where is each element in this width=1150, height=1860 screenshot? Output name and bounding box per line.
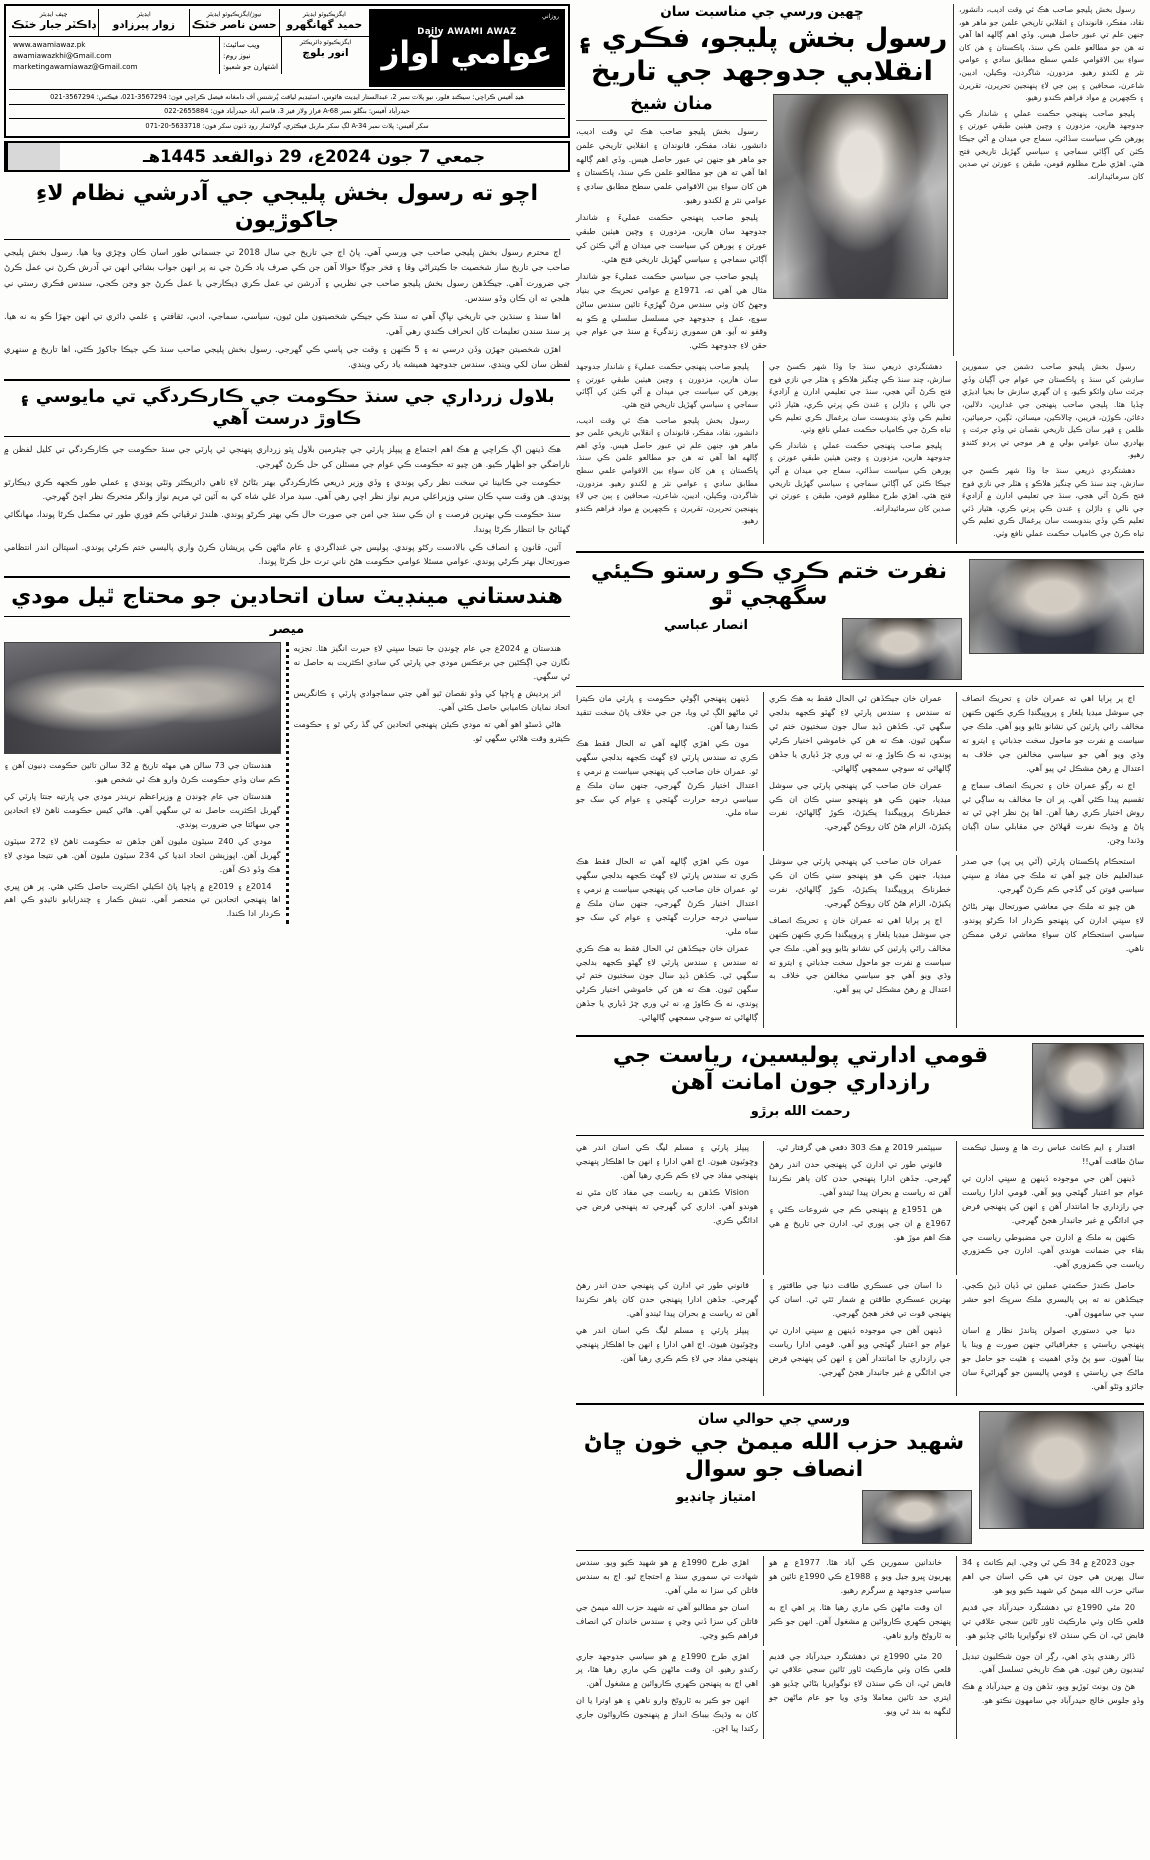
nafrat-body-columns [576, 692, 1144, 851]
shaheed-head-col [576, 1411, 979, 1544]
shaheed-photo-col [979, 1411, 1144, 1529]
paragraph: حاصل ڪندڙ حڪمتي عملين تي ڏيان ڏيڻ ڪجي. جيڪڏهن نه ته ٻي ٻاليسري ملڪ سرڀڪ اجو حشر سڀ جي سامهون آهي. [962, 1280, 1144, 1319]
story-modi [4, 576, 570, 924]
paragraph: رسول بخش پليجو صاحب هڪ ئي وقت اديب، دانشور، نقاد، مفڪر، قانوندان ۽ انقلابي تاريخي علمن جو ماهر هو، جنهن علم تي عبور حاصل هيس. وڏي اهم ڳالهه اها آهي ته هن جو مطالعو علمن ڪي سنڌ، پاڪستان ۽ هن کان سواءِ بين الاقوامي علمي سطح مطابق سادي ۽ عوامي نثر ۾ لکندو رهيو. مزدورن، شاگردن، وڪيلن، اديبن، شاعرن، صحافين ۽ ٻين جي لاءِ پنهنجين تحريرن، تقريرن ۽ ڪچهرين ۾ مواد فراهم ڪندو رهيو. [959, 5, 1144, 103]
paragraph: سيپٽمبر 2019 ۾ هڪ 303 دفعي هي گرفتار ٿي. [776, 1142, 942, 1153]
shaheed-col5 [769, 1650, 951, 1723]
nafrat-col2 [769, 692, 951, 837]
police-head-col [576, 1043, 1032, 1120]
paragraph: استحڪام پاڪستان پارٽي (آئي پي پي) جي صدر عبدالعليم خان چيو آهي ته ملڪ جي مفاد ۾ سڀني سياسي قوتن کي گڏجي ڪم ڪرڻ گهرجي. [962, 856, 1144, 894]
right-column [4, 4, 570, 930]
column-separator [763, 692, 764, 851]
nafrat-byline: انصار عباسي [663, 618, 749, 634]
shaheed-byline: امتياز چانڊيو [676, 1490, 756, 1506]
paragraph: ڪنهن به ملڪ ۾ ادارن جي مضبوطي رياست جي بقاء جي ضمانت هوندي آهي. ادارن جي ڪمزوري رياست جي ڪمزوري آهي. [962, 1231, 1144, 1270]
editorial-bilawal-body [4, 442, 570, 569]
lead-col-left-text [959, 4, 1144, 186]
staff-role: ايگزيڪيوٽو ڊائريڪٽر [299, 38, 352, 46]
photo-imtiaz-chandio [862, 1490, 972, 1544]
staff-cell-chief-editor [9, 9, 98, 36]
lead-head-row [576, 4, 1144, 356]
nafrat-col5 [769, 855, 951, 1000]
shaheed-author-name-wrap [576, 1490, 862, 1506]
paragraph: مون ڪي اهڙي ڳالهه آهي ته الحال فقط هڪ ڪري ته سندس پارٽي لاءِ گهٽ ڪجهه بدلجي سگهي ٿو. عمران خان صاحب کي پنهنجي سياست ۾ نرمي ۽ اعتدال اختيار ڪرڻ گهرجي، جنهن سان ملڪ ۾ سياسي درجه حرارت گهٽجي ۽ عوام کي سک جو ساه ملي. [576, 856, 758, 936]
paragraph: عمران خان جيڪڏهن ئي الحال فقط به هڪ ڪري ته سندس ۽ سندس پارٽي لاءِ گهٽو ڪجهه بدلجي سگهي ٿي. ڪڏهن ڏيڍ سال جون سختيون ختم ٿي سگهن ٿيون. هڪ ته هن کي خاموشي اختيار ڪرڻي پوندي، نه ڪ ڪاوڙ ۾، نه ئي وري چڙ ڏياري يا جڏهن ڳالهائي ته سوچي سمجهي ڳالهائي. [576, 942, 758, 1023]
police-col3 [576, 1141, 758, 1230]
story-modi-col-left [4, 642, 281, 924]
paragraph: هڻ ون يونٽ ٽوڙيو ويو، تڏهن ون ۾ حيدرآباد ۾ هڪ وڏو جلوس خالج حيدرآباد جي سامهون نڪتو هو. [962, 1681, 1144, 1706]
column-separator [763, 1279, 764, 1396]
police-col2 [769, 1141, 951, 1247]
police-col4 [962, 1279, 1144, 1396]
staff-name: ڊاڪٽر جبار خٽڪ [11, 19, 96, 32]
story-modi-col-left-body [4, 759, 281, 921]
main-left-column [576, 4, 1144, 1745]
editorial-bilawal-headline: بلاول زرداري جي سنڌ حڪومت جي ڪارڪردگي تي مايوسي ۽ ڪاوڙ درست آهي [19, 387, 555, 430]
shaheed-col4 [962, 1650, 1144, 1712]
paragraph: عمران خان صاحب کي پنهنجي پارٽي جي سوشل ميڊيا، جنهن ڪي هو پنهنجو سني ڪان ان ڪي خطرناڪ پروپيگنڊا پڪيڙڻ، ڪوڙ ڳالهائڻ، نفرت پکيڙڻ، الزام هڻڻ کان روڪڻ گهرجي. [769, 856, 951, 908]
paragraph: دهشتگردي ذريعي سنڌ جا وڏا شهر ڪسڻ جي سازش، چنڊ سنڌ ڪي چنگيز هلاڪو ۽ هٽلر جي نازي فوج فتح ڪرڻ آئي هجي، سنڌ جي تعليمي ادارن ۾ آزاديءَ جي نالي ۽ ڊاڙلن ۽ غندن ڪي پرتي ڪري، هٿيار ڏئي تعليم ڪي وڏي بندوبست سان يرغمال ڪري تعليم ڪي تباه ڪرڻ جي ڪامياب حڪمت عملي نافع وٺي. [962, 466, 1144, 538]
lead-sub-row [576, 94, 948, 356]
shaheed-head-row [576, 1411, 1144, 1544]
editorial-pleejo-headline: اچو ته رسول بخش پليجي جي آدرشي نظام لاءِ جاکوڙيون [35, 180, 538, 233]
staff-name: حميد گهانگهرو [286, 19, 363, 32]
lead-byline-col [576, 94, 773, 356]
column-separator [286, 642, 289, 924]
paragraph: مودي کي 240 سيٽون مليون آهن جڏهن ته حڪومت ٺاهڻ لاءِ 272 سيٽون گهربل آهن. اپوزيشن اتحاد انڊيا کي 234 سيٽون مليون آهن. هي نتيجا مودي لاءِ هڪ وڏو ڌڪ آهن. [4, 835, 281, 874]
paragraph: پيپلز پارٽي ۽ مسلم ليگ ڪي اسان اندر هي وڇوٽيون هيون. اڄ اهي ادارا ۽ انهن جا اهلڪار پنهنجي پنهنجي مفاد جي لاءِ ڪم ڪري رهيا آهن. [575, 1324, 758, 1363]
lead-col1 [959, 4, 1144, 183]
paragraph: هندستان جي 73 سالن هي مهڻه تاريخ ۾ 32 سالن تائين حڪومت ڊنيون آهن ۽ ڪم سان وڏي حڪومت ڪرڻ وارو هڪ ئي شخص هيو. [4, 760, 281, 785]
paragraph: سنڌ حڪومت ڪي بهترين فرصت ۽ ان ڪي سنڌ جي امن جي صورت حال ڪي بهتر ڪرڻو پوندي. هلندڙ ترقياتي ڪم فوري طور تي مڪمل ڪرڻا پوندا، مهانگائي گهٽائڻ جا انتظار ڪرڻا پوندا. [4, 509, 570, 534]
paragraph: 2014ع ۽ 2019ع ۾ ڀاڄپا پاڻ اڪيلي اڪثريت حاصل ڪئي هئي. پر هن ڀيري اها پنهنجي اتحادين تي منحصر آهي. نتيش ڪمار ۽ چندرابابو نائيڊو ڪي اهم ڪردار ادا ڪندا. [4, 880, 281, 919]
column-separator [956, 1556, 957, 1645]
nafrat-byline-row [576, 618, 962, 680]
paragraph: هندستان ۾ 2024ع جي عام چونڊن جا نتيجا سڀني لاءِ حيرت انگيز هئا. تجزيه نگارن جي اڳڪٿين جي برعڪس مودي جي پارٽي کي سادي اڪثريت به حاصل نه ٿي سگهي. [293, 643, 570, 682]
column-separator [956, 1650, 957, 1739]
shaheed-col6 [576, 1650, 758, 1739]
story-modi-columns [4, 642, 570, 924]
nafrat-photo-col [969, 559, 1144, 654]
photo-shaheed-hizbullah [979, 1411, 1144, 1529]
staff-role: ايڊيٽر [137, 11, 151, 18]
shaheed-col1 [962, 1556, 1144, 1645]
lead-col2 [576, 125, 767, 354]
editorial-pleejo-body [4, 245, 570, 372]
value-newsroom-email[interactable]: awamiawazkhi@Gmail.com [13, 50, 112, 60]
story-modi-col-right [294, 642, 571, 924]
shaheed-headline: شهيد حزب الله ميمڻ جي خون ڇاڻ انصاف جو سوال [583, 1430, 965, 1483]
paragraph: پليجو صاحب جي سياسي حڪمت عمليءَ جو شاندار مثال هي آهي ته، 1971ع ۾ عوامي تحريڪ جي بنياد وجهڻ کان وٺي سندس مرڻ گهڙيءَ تائين سندس ساڻن سوچ، عمل ۽ جدوجهد جي مسلسل سلسلي ۾ ڪو به وقفو نه آيو. هن سموري زندگيءَ ۾ سنڌ جي عوام جي حقن لاءِ جدوجهد ڪئي. [576, 270, 767, 351]
contact-values [9, 37, 219, 74]
staff-name: حسن ناصر خٽڪ [191, 19, 277, 32]
photo-modi [4, 642, 281, 754]
paragraph: ڏائر رهندي ٻڌي اهي، رڳر ان جون شڪليون تبديل ٿينديون رهن ٿيون. هي هڪ تاريخي تسلسل آهي. [962, 1650, 1144, 1675]
nafrat-author-photo-wrap [842, 618, 962, 680]
police-head-row [576, 1043, 1144, 1129]
label-newsroom: نيوز روم: [223, 50, 251, 60]
lead-col3a [962, 361, 1144, 543]
police-col1 [962, 1141, 1144, 1275]
nafrat-head-row [576, 559, 1144, 681]
column-separator [763, 1650, 764, 1739]
editorial-bilawal [4, 379, 570, 569]
photo-rehmatullah-barro [1032, 1043, 1144, 1129]
paragraph: Vision ڪڏهن به رياست جي مفاد کان مٿي نه هوندو آهي. اداري کي گهرجي ته پنهنجي فرض جي ادائگي ڪري. [576, 1186, 758, 1225]
paragraph: 20 مئي 1990ع تي دهشتگرد حيدرآباد جي قديم قلعي ڪان وٺي مارڪيٽ ٽاور ٿائين سجي علاقي تي قابض ٿي، ان ڪي سنڌن لاءِ نوگوايريا بڻائي چڏيو هو. [962, 1601, 1144, 1640]
police-body-columns-2 [576, 1279, 1144, 1396]
paragraph: اسان جو مطالبو آهي ته شهيد حزب الله ميمڻ جي قاتلن کي سزا ڏني وڃي ۽ سندس خاندان کي انصاف فراهم ڪيو وڃي. [576, 1601, 758, 1640]
lead-article [576, 4, 1144, 544]
column-separator [956, 1141, 957, 1275]
office-karachi: هيڊ آفيس ڪراچي: سيڪنڊ فلور، نيو پلاٽ نمبر 2، عبدالستار ايڊيٽ هائوس، اسٽيڊيم لياقت پُرشنس آف دامغانه فيصل ڪراچي فون: 3567294-021، فيڪس: 3567294-021 [9, 90, 565, 105]
paragraph: پيپلز پارٽي ۽ مسلم ليگ ڪي اسان اندر هي وڇوٽيون هيون. اڄ اهي ادارا ۽ انهن جا اهلڪار پنهنجي پنهنجي مفاد جي لاءِ ڪم ڪري رهيا آهن. [575, 1142, 758, 1180]
staff-cell-editor [98, 9, 188, 36]
column-separator [956, 855, 957, 1028]
lead-kicker: ڇهين ورسي جي مناسبت سان [660, 4, 864, 20]
police-body-columns [576, 1141, 1144, 1275]
paragraph: هڪ ڏينهن اڳ ڪراچي ۾ هڪ اهم اجتماع ۾ پيپلز پارٽي جي چيئرمين بلاول ڀٽو زرداري پنهنجي ئي پارٽي جي سنڌ حڪومت جي ڪارڪردگي تي کليل لفظن ۾ ناراضگي جو اظهار ڪيو. هن چيو ته حڪومت ڪي عوام جي مسئلن کي حل ڪرڻ گهرجي. [4, 444, 570, 469]
masthead-top [9, 9, 565, 87]
column-separator [763, 361, 764, 543]
paragraph: پليجو صاحب پنهنجي حڪمت عمليءَ ۽ شاندار جدوجهد سان هارين، مزدورن ۽ وچين هيٺين طبقي عورتن ۽ ٻورهن کي سياست جي ميدان ۾ آڻي ڪٺن کي آڳاٽي سماجي ۽ سياسي گهڙيل تاريخي فتح هئي. [576, 362, 758, 410]
column-separator [956, 1279, 957, 1396]
paragraph: اڄ پر ٻرايا اهي ته عمران خان ۽ تحريڪ انصاف جي سوشل ميڊيا يلغار ۽ پروپيگنڊا ڪري ڪنهن ڪنهن مخالف رائي پارٽين کي نشانو بڻايو ويو آهي. ملڪ جي سياست ۾ نفرت جو ماحول سخت جذباتي ۽ ايترو ته وڌي ويو آهي جو سياسي مخالفن جي خلاف به اعتدال ۾ رهڻ مشڪل ٿي پيو آهي. [769, 914, 951, 995]
shaheed-col3 [576, 1556, 758, 1645]
masthead-contact-block [9, 37, 369, 74]
paragraph: پليجو صاحب پنهنجي حڪمت عملي ۽ شاندار ڪي جدوجهد هارين، مزدورن ۽ وچين هيٺين طبقي عورتن ۽ ٻورهن ڪي سياست سڏائي، سماج جي ميدان ۾ آڻي جيڪا ڪٺن کي آڳاٽي سماجي ۽ سياسي گهڙيل تاريخي فتح هئي. اهڙي طرح مظلوم قومن، طبقن ۽ عورتن تي صدين کان سرمائيدارانه. [769, 440, 951, 513]
staff-cell-exec-editor [279, 9, 369, 36]
paragraph: رسول بخش پليجو صاحب دشمن جي سمورين سازشن کي سنڌ ۽ پاڪستان جي عوام جي آڳيان وڏي جرئت سان وائکو ڪيو، ۽ ان گهري سازش جا بخيا اڊيڙي چڏيا هئا. پليجي صاحب پنهنجن جي غدارين، دلالين، دغائن، ڪوڙن، فريبن، چالاڪين، ميسائن، ٺڳين، حرميائين، ظلمن ۽ قهر سان ڪيل تاريخي نقصان تي وڏي جرئت ۽ بهادري سان عوامي بولي ۾ هر موجي تي پردو کڻندو رهيو. [962, 362, 1144, 460]
photo-ansar-abbasi [842, 618, 962, 680]
photo-pleejo [773, 94, 948, 299]
paragraph: قانوني طور تي ادارن کي پنهنجي حدن اندر رهڻ گهرجي. جڏهن ادارا پنهنجي حدن کان ٻاهر نڪرندا آهن ته رياست ۾ بحران پيدا ٿيندو آهي. [576, 1280, 758, 1319]
paragraph: آئين، قانون ۽ انصاف ڪي بالادست رکڻو پوندي. پوليس جي غنڊاگردي ۽ عام ماڻهن ڪي پريشان ڪرڻ واري پاليسي ختم ڪرڻي پوندي. اسپتالن اندر انتظامي صورتحال بهتر ڪرڻي پوندي. عوامي مسئلا عوامي حڪومت هڻڻ ناني ترت حل ڪرڻا پوندا. [4, 541, 570, 567]
paragraph: اها سنڌ ۽ سنڌين جي تاريخي نڀاڳ آهي ته سنڌ ڪي جيڪي شخصيتون ملن ٿيون، سياسي، سماجي، ادبي، ثقافتي ۽ علمي ڊائري تي انهن جهڙا ڪو به نه هيا. پر سنڌ سندن تعليمات کان انحراف ڪندي رهي آهي. [4, 310, 570, 336]
paragraph: 20 مئي 1990ع تي دهشتگرد حيدرآباد جي قديم قلعي ڪان وٺي مارڪيٽ ٽاور ٿائين سجي علاقي تي قابض ٿي، ان ڪي سنڌن لاءِ نوگوايريا بڻائي چڏيو هو. ايتري حد تائين معاملا وڌي ويا جو عام ماڻهن جو لنگهه به بند ٿي ويو. [769, 1650, 951, 1717]
paragraph: اهڙي طرح 1990ع ۾ هو سياسي جدوجهد جاري رکندو رهيو. ان وقت ماڻهن ڪي ماري رهيا هئا، پر اهي اڄ به پنهنجن ڪهري ڪاروائين ۾ مشغول آهن. [576, 1650, 758, 1689]
paragraph: ان وقت ماڻهن ڪي ماري رهيا هئا. پر اهي اڄ به پنهنجن ڪهري ڪاروائين ۾ مشغول آهن. انهن جو ڪير به ٽاروڻخ وارو ناهي. [769, 1601, 951, 1640]
shaheed-body-columns [576, 1556, 1144, 1645]
nafrat-author-name-wrap [576, 618, 842, 634]
lead-lower-columns [576, 361, 1144, 543]
paragraph: دنيا جي دستوري اصولن پتاندڙ نظار ۾ اسان پنهنجي رياستي ۽ جغرافيائي جنهن صورت ۾ وينا يا بيٺا آهيون. سو پڻ وڏي اهميت ۽ هئيت جو حامل جو ماڻڪ جي رياستي ۽ قومي پاليسين جو گهرائيءَ سان جائزو وٺڻو آهي. [962, 1324, 1144, 1391]
police-col5 [769, 1279, 951, 1382]
article-nafrat [576, 559, 1144, 1029]
newspaper-logo [369, 9, 565, 87]
police-author-photo-wrap [1032, 1043, 1144, 1129]
staff-role: ايگزيڪيوٽو ايڊيٽر [302, 11, 346, 18]
column-separator [956, 361, 957, 543]
nafrat-body-columns-2 [576, 855, 1144, 1028]
logo-english-name: Daily AWAMI AWAZ [417, 27, 517, 37]
shaheed-kicker: ورسي جي حوالي سان [697, 1411, 850, 1428]
nafrat-col4 [962, 855, 1144, 958]
staff-row-top [9, 9, 369, 37]
contact-labels [219, 37, 281, 74]
nafrat-head-col [576, 559, 969, 681]
paragraph: حڪومت جي ڪابينا تي سخت نظر رکي پوندي ۽ وڏي وزير ذريعي ڪارڪردگي بهتر بڻائڻ لاءِ ٺاهي ڊائريڪٽر وٺڻي پوندي ۽ عملي طور ڪجهه ڪري ڊيڪارٿو پوندي. هن وقت سڀ ڪان سني وزيراعلي مريم نواز نظر اچي رهي آهي. سيد مراد علي شاه کي به آئين ٿي مريم نواز وانگر متحرڪ نظر اچڻ گهرجي. [4, 476, 570, 502]
column-separator [956, 692, 957, 851]
paragraph: اڄ پر ٻرايا اهي ته عمران خان ۽ تحريڪ انصاف جي سوشل ميڊيا يلغار ۽ پروپيگنڊا ڪري ڪنهن ڪنهن مخالف رائي پارٽين کي نشانو بڻايو ويو آهي. ملڪ جي سياست ۾ نفرت جو ماحول سخت جذباتي ۽ ايترو ته وڌي ويو آهي جو سياسي مخالفن جي خلاف به اعتدال ۾ رهڻ مشڪل ٿي پيو آهي. [962, 693, 1144, 773]
label-website: ويب سائيٽ: [223, 39, 260, 49]
paragraph: دهشتگردي ذريعي سنڌ جا وڏا شهر ڪسڻ جي سازش، چنڊ سنڌ ڪي چنگيز هلاڪو ۽ هٽلر جي نازي فوج فتح ڪرڻ آئي هجي، سنڌ جي تعليمي ادارن ۾ آزاديءَ جي نالي ۽ ڊاڙلن ۽ غندن ڪي پرتي ڪري، هٿيار ڏئي تعليم ڪي وڏي بندوبست سان يرغمال ڪري تعليم ڪي تباه ڪرڻ جي ڪامياب حڪمت عملي نافع وٺي. [769, 362, 951, 435]
label-ads: اشتهارن جو شعبو: [223, 62, 278, 72]
paragraph: اڄ محترم رسول بخش پليجي صاحب جي ورسي آهي. پاڻ اڄ جي تاريخ جي سال 2018 تي جسماني طور اسان ڪان وڇڙي ويا هيا. رسول بخش پليجي صاحب جي تاريخ ساز شخصيت جا ڪيتراڻي وقا ۽ فخر جوڳا حوالا آهن جن ڪي صرف ياد ڪرڻ جي نه پر انهن جواب بشائي انهن تي آدرش ڪرڻ ني عمل ڪرڻ جي ضرورت آهي. جيڪڏهن رسول بخش پليجو صاحب جي نظريي ۽ آدرشن تي عمل ڪري ڊيڪارجي يا عمل ڪرڻ جو وجن ڪجي، سندس فڪري رستي ني هلجي ته ان ڪان وڏو سندس. [4, 247, 570, 303]
paragraph: دا اسان جي عسڪري طاقت دنيا جي طاقتور ۽ بهترين عسڪري طاقتن ۾ شمار ٿئي ٿي. اسان کي پنهنجي قوت تي فخر هجڻ گهرجي. [769, 1280, 951, 1319]
photo-imran-khan [969, 559, 1144, 654]
editorial-pleejo [4, 181, 570, 373]
paragraph: هن چيو ته ملڪ جي معاشي صورتحال بهتر بڻائڻ لاءِ سڀني ادارن کي پنهنجو ڪردار ادا ڪرڻو پوندو. سياسي استحڪام کان سواءِ معاشي ترقي ممڪن ناهي. [962, 900, 1144, 953]
paragraph: ڏينهن آهن جي موجوده ڏينهن ۾ سڀني ادارن تي عوام جو اعتبار گهٽجي ويو آهي. قومي ادارا رياست جي رازداري جا امانتدار آهن ۽ انهن کي پنهنجي فرض جي ادائگي ۾ غير جانبدار هجڻ گهرجي. [769, 1324, 951, 1377]
lead-head-and-photo [576, 4, 948, 356]
staff-cell-news-editor [189, 9, 279, 36]
paragraph: هاڻي ڏسڻو اهو آهي ته مودي ڪيئن پنهنجي اتحادين کي گڏ رکي ٿو ۽ حڪومت ڪيترو وقت هلائي سگهي ٿو. [293, 718, 570, 743]
paragraph: هن 1951ع ۾ پنهنجي ڪم جي شروعات ڪئي ۽ 1967ع ۾ ان جي پوري ٿي. ادارن جي تاريخ ۾ هي هڪ اهم موڙ هو. [769, 1203, 951, 1242]
column-separator [763, 855, 764, 1028]
value-ads-email[interactable]: marketingawamiawaz@Gmail.com [13, 62, 138, 72]
logo-corner-text: روزاني [541, 13, 559, 20]
lead-col3c [576, 361, 758, 531]
police-col6 [576, 1279, 758, 1368]
date-text: جمعي 7 جون 2024ع، 29 ذوالقعد 1445هـ [142, 146, 486, 166]
nafrat-col1 [962, 692, 1144, 851]
article-shaheed [576, 1411, 1144, 1739]
paragraph: پليجو صاحب پنهنجي حڪمت عمليءَ ۽ شاندار جدوجهد سان هارين، مزدورن ۽ وچين هيٺين طبقي عورتن ۽ ٻورهن کي سياست جي ميدان ۾ آڻي ڪٺن کي آڳاٽي سماجي ۽ سياسي گهڙيل تاريخي فتح هئي. [576, 212, 767, 264]
column-separator [763, 1141, 764, 1275]
paragraph: اهڙي طرح 1990ع ۾ هو شهيد ڪيو ويو. سندس شهادت تي سموري سنڌ ۾ احتجاج ٿيو. اڄ به سندس قاتلن کي سزا نه ملي آهي. [576, 1557, 758, 1595]
lead-col3b [769, 361, 951, 518]
value-website[interactable]: www.awamiawaz.pk [13, 39, 86, 49]
article-police [576, 1043, 1144, 1396]
paragraph: ڏينهن آهن جي موجوده ڏينهن ۾ سڀني ادارن تي عوام جو اعتبار گهٽجي ويو آهي. قومي ادارا رياست جي رازداري جا امانتدار آهن ۽ انهن کي پنهنجي فرض جي ادائگي ۾ غير جانبدار هجڻ گهرجي. [962, 1172, 1144, 1225]
paragraph: مون ڪي اهڙي ڳالهه آهي ته الحال فقط هڪ ڪري ته سندس پارٽي لاءِ گهٽ ڪجهه بدلجي سگهي ٿو. عمران خان صاحب کي پنهنجي سياست ۾ نرمي ۽ اعتدال اختيار ڪرڻ گهرجي، جنهن سان ملڪ ۾ سياسي درجه حرارت گهٽجي ۽ عوام کي سک جو ساه ملي. [576, 737, 758, 818]
staff-role: نيوز/ايگزيڪيوٽو ايڊيٽر [206, 11, 262, 18]
nafrat-col6 [576, 855, 758, 1028]
nafrat-headline: نفرت ختم ڪري ڪو رستو ڪيئي سگهجي ٿو [590, 558, 948, 611]
staff-name: زوار پيرزادو [112, 19, 175, 32]
paragraph: انهن جو ڪير به ٽاروڻخ وارو ناهي ۽ هو اوترا يا ان کان به وڌيڪ بيباڪ انداز ۾ پنهنجون ڪاروائون جاري رکندا پيا اچن. [576, 1695, 758, 1734]
staff-name: انور بلوچ [302, 46, 349, 59]
column-separator [953, 4, 954, 356]
staff-cell-exec-director [281, 37, 369, 74]
paragraph: عمران خان صاحب کي پنهنجي پارٽي جي سوشل ميڊيا، جنهن ڪي هو پنهنجو سني ڪان ان ڪي خطرناڪ پروپيگنڊا پڪيڙڻ، ڪوڙ ڳالهائڻ، نفرت پکيڙڻ، الزام هڻڻ کان روڪڻ گهرجي. [769, 779, 951, 832]
paragraph: پليجو صاحب پنهنجي حڪمت عملي ۽ شاندار ڪي جدوجهد هارين، مزدورن ۽ وچين هيٺين طبقي عورتن ۽ ٻورهن ڪي سياست سڏائي، سماج جي ميدان ۾ آڻي جيڪا ڪٺن کي آڳاٽي سماجي ۽ سياسي گهڙيل تاريخي فتح هئي. اهڙي طرح مظلوم قومن، طبقن ۽ عورتن تي صدين کان سرمائيدارانه. [959, 108, 1144, 181]
story-modi-headline: هندستاني مينڊيٽ سان اتحادين جو محتاج ٿيل مودي [11, 584, 563, 610]
paragraph: هندستان جي عام چونڊن ۾ وزيراعظم نريندر مودي جي ڀارتيه جنتا پارٽي کي گهربل اڪثريت حاصل نه ٿي سگهي آهي. هاڻي کيس حڪومت ٺاهڻ لاءِ اتحادين جي سهائتا جي ضرورت پوندي. [4, 791, 281, 829]
nafrat-col3 [576, 692, 758, 823]
office-sukkur: سکر آفيس: پلاٽ نمبر A-34 لڳ سکر ماربل فيڪٽري، گولائمار روڊ ڏٺون سکر فون: 5633718-20-071 [145, 121, 429, 130]
lead-photo-wrap [773, 94, 948, 299]
lead-headline: رسول بخش پليجو، فڪري ۽ انقلابي جدوجهد جي تاريخ [576, 23, 948, 87]
masthead-offices [9, 89, 565, 133]
lead-byline: منان شيخ [630, 93, 713, 114]
logo-urdu-name: عوامي آواز [381, 35, 553, 71]
paragraph: رسول بخش پليجو صاحب هڪ ئي وقت اديب، دانشور، نقاد، مفڪر، قانوندان ۽ انقلابي تاريخي علمن جو ماهر هو، جنهن علم تي عبور حاصل هيس. وڏي اهم ڳالهه اها آهي ته هن جو مطالعو علمن ڪي سنڌ، پاڪستان ۽ هن کان سواءِ بين الاقوامي علمي سطح مطابق سادي ۽ عوامي نثر ۾ لکندو رهيو. مزدورن، شاگردن، وڪيلن، اديبن، شاعرن، صحافين ۽ ٻين جي لاءِ پنهنجين تحريرن، تقريرن ۽ ڪچهرين ۾ مواد فراهم ڪندو رهيو. [576, 415, 758, 526]
staff-role: چيف ايڊيٽر [39, 11, 68, 18]
shaheed-col2 [769, 1556, 951, 1645]
column-separator [763, 1556, 764, 1645]
date-bar [4, 141, 570, 172]
masthead [4, 4, 570, 138]
paragraph: ڏينهن پنهنجي اڳوڻي حڪومت ۽ پارٽي مان ڪيترا ئي ماڻهو الڳ ٿي ويا، جن جي خلاف پاڻ سخت تنقيد ڪندا رهيا آهن. [576, 693, 758, 732]
paragraph: عمران خان جيڪڏهن ئي الحال فقط به هڪ ڪري ته سندس ۽ سندس پارٽي لاءِ گهٽو ڪجهه بدلجي سگهي ٿي. ڪڏهن ڏيڍ سال جون سختيون ختم ٿي سگهن ٿيون. هڪ ته هن کي خاموشي اختيار ڪرڻي پوندي، نه ڪ ڪاوڙ ۾، نه ئي وري چڙ ڏياري يا جڏهن ڳالهائي ته سوچي سمجهي ڳالهائي. [769, 693, 951, 773]
paragraph: خاندانين سمورين ڪي آباد هئا. 1977ع ۾ هو پهريون ڀيرو جيل ويو ۽ 1988ع ڪي 1990ع تائين هو سياسي جدوجهد ۾ سرگرم رهيو. [769, 1557, 952, 1595]
paragraph: جون 2023ع ۾ 34 ڪي ٿي وڃي. ايم ڪانٽ ۽ 34 سال پهرين هي جون تي هي ڪي اسان جي اهم ساٿي حزب الله ميمڻ کي شهيد ڪيو ويو هو. [962, 1557, 1144, 1595]
paragraph: اڄ نه رڳو عمران خان ۽ تحريڪ انصاف سماج ۾ تقسيم پيدا ڪئي آهي. پر ان جا مخالف به ساڳي ئي روش اختيار ڪري رهيا آهن. اها پڻ نظر اچي ٿي ته پاڻ ۾ وڌيڪ نفرت ڦهلائڻ جي مقابلي سان اڳيان وڌندا وڃن. [962, 779, 1144, 846]
office-hyderabad: حيدرآباد آفيس: بنگلو نمبر A-68 فراز ولاز فيز 3، قاسم آباد حيدرآباد فون: 2655884-022 [9, 105, 565, 120]
paragraph: رسول بخش پليجو صاحب هڪ ئي وقت اديب، دانشور، نقاد، مفڪر، قانوندان ۽ انقلابي تاريخي علمن جو ماهر هو جنهن تي عبور حاصل هيس. وڏي اهم ڳالهه اها آهي ته هن جو مطالعو علمن ڪي سنڌ، پاڪستان ۽ هن کان سواءِ بين الاقوامي علمي سطح مطابق سادي ۽ عوامي نثر ۾ لکندو رهيو. [576, 125, 767, 206]
paragraph: اقتدار ۽ ايم ڪانٽ عباس رٿ ها ۾ وسيل تيڪمت ساڻ طاقت آهي!! [962, 1142, 1144, 1166]
shaheed-byline-row [576, 1490, 972, 1544]
date-bar-blank-box [6, 143, 60, 170]
paragraph: قانوني طور تي ادارن کي پنهنجي حدن اندر رهڻ گهرجي. جڏهن ادارا پنهنجي حدن کان ٻاهر نڪرندا آهن ته رياست ۾ بحران پيدا ٿيندو آهي. [769, 1158, 951, 1197]
masthead-staff [9, 9, 369, 87]
paragraph: اتر پرديش ۾ ڀاڄپا کي وڏو نقصان ٿيو آهي جتي سماجوادي پارٽي ۽ ڪانگريس اتحاد نمايان ڪاميابي حاصل ڪئي آهي. [293, 688, 570, 712]
paragraph: اهڙن شخصيتن جهڙن وڏن درسي نه ۽ 5 ڪنهن ۽ وقت جي پاسي ڪي گهرجي. رسول بخش پليجي صاحب سنڌ ڪي جيڪا جاکوڙ ڪئي، اها تاريخ ۾ سنهري لفظن سان لکي ويندي. سندس جدوجهد هميشه ياد رکي ويندي. [4, 344, 570, 370]
police-headline: قومي ادارتي پوليسين، رياست جي رازداري جون امانت آهن [612, 1043, 989, 1095]
shaheed-author-photo-wrap [862, 1490, 972, 1544]
story-modi-byline: ميصر [269, 622, 305, 638]
police-byline: رحمت الله برڙو [750, 1103, 851, 1119]
shaheed-body-columns-2 [576, 1650, 1144, 1739]
